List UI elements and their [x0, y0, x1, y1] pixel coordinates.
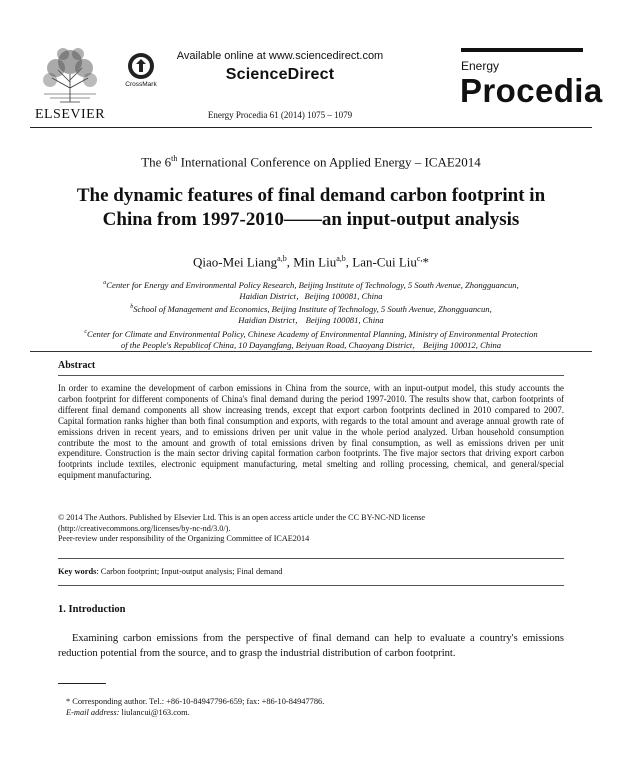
keywords-label: Key words	[58, 567, 97, 576]
title-line-1: The dynamic features of final demand carbon footprint in	[76, 185, 546, 206]
title-line-2: China from 1997-2010——an input-output analysis	[102, 209, 520, 230]
email-label: E-mail address:	[66, 708, 120, 717]
copyright-notice	[58, 513, 564, 545]
elsevier-wordmark: ELSEVIER	[34, 107, 106, 122]
copyright-line: © 2014 The Authors. Published by Elsevier Ltd. This is an open access article under the CC BY-NC-ND license	[58, 513, 426, 522]
keywords-divider	[58, 558, 564, 559]
author-name: Qiao-Mei Liang	[193, 254, 278, 270]
keywords	[58, 567, 564, 576]
journal-logo-rule	[461, 48, 583, 52]
author-name: Lan-Cui Liu	[352, 254, 417, 270]
affiliation-a-line2: Haidian District，Beijing 100081, China	[239, 291, 383, 302]
section-heading-introduction: 1. Introduction	[58, 604, 126, 615]
journal-citation: Energy Procedia 61 (2014) 1075 – 1079	[207, 110, 353, 120]
email-address[interactable]: liulancui@163.com.	[119, 708, 190, 717]
crossmark-label: CrossMark	[125, 81, 157, 88]
license-link[interactable]: (http://creativecommons.org/licenses/by-nc-nd/3.0/).	[58, 523, 231, 533]
header-divider	[30, 127, 592, 128]
crossmark-icon[interactable]	[127, 52, 155, 80]
affiliation-b: $^b$School of Management and Economics, Beijing Institute of Technology, 5 South Avenue, Zhongguancun,	[130, 304, 492, 315]
conference-line: The 6th International Conference on Applied Energy – ICAE2014	[141, 154, 481, 170]
keywords-bottom-divider	[58, 585, 564, 586]
footnote-divider	[58, 683, 106, 684]
available-online-text: Available online at www.sciencedirect.com	[176, 50, 384, 62]
affiliations	[40, 278, 582, 351]
corresponding-author-note: * Corresponding author. Tel.: +86-10-84947796-659; fax: +86-10-84947786.	[66, 697, 325, 706]
affiliation-c-line2: of the People's Republicof China, 10 Dayangfang, Beiyuan Road, Chaoyang District， Beijing 100012, China	[120, 339, 502, 350]
abstract-divider	[58, 375, 564, 376]
author-name: Min Liu	[293, 254, 337, 270]
peer-review-line: Peer-review under responsibility of the Organizing Committee of ICAE2014	[58, 534, 310, 543]
elsevier-tree-logo	[30, 44, 110, 104]
abstract-body: In order to examine the development of carbon emissions in China from the source, with an input-output model, this study accounts the carbon footprint for different components of China's final demand during the period 1997-2010. The results show that, carbon footprints of different final demand components all show increasing trends, except that export carbon footprints declined in 2010 compared to 2007. Capital formation ranks higher than both final consumption and exports, with regards to the total amount and average annual growth rate of emissions driven in recent years, and to emissions driven per unit value in the whole period analyzed. Urban household consumption contribute the most to the amount and growth of total emissions driven by final consumption, as well as emissions driven per unit expenditure. Construction is the main sector driving capital formation carbon footprints. The five major sectors that driving export carbon footprints include textiles, electronic equipment manufacturing, metal smelting and rolling processing, chemical, and general/special equipment manufacturing.	[58, 383, 564, 481]
abstract-heading: Abstract	[58, 360, 96, 371]
footnote	[66, 696, 556, 718]
corresponding-mark: *	[422, 254, 429, 270]
affiliation-a: $^a$Center for Energy and Environmental Policy Research, Beijing Institute of Technology, 5 South Avenue, Zhongguancun,	[103, 279, 519, 290]
affiliation-divider	[30, 351, 592, 352]
introduction-paragraph: Examining carbon emissions from the perspective of final demand can help to evaluate a country's emissions reduction potential from the source, and to grasp the industrial distribution of carbon footprint.	[58, 633, 564, 659]
author-list: Qiao-Mei Liang$^{a,b}$, Min Liu$^{a,b}$, Lan-Cui Liu$^{c,}$*	[193, 254, 429, 270]
journal-logo-procedia: Procedia	[460, 72, 603, 109]
email-line	[66, 707, 556, 718]
keywords-list: : Carbon footprint; Input-output analysis; Final demand	[96, 567, 283, 576]
affiliation-b-line2: Haidian District， Beijing 100081, China	[238, 315, 384, 326]
affiliation-c: $^c$Center for Climate and Environmental Policy, Chinese Academy of Environmental Planning, Ministry of Environmental Protection	[84, 328, 538, 339]
sciencedirect-logo: ScienceDirect	[225, 66, 335, 83]
paper-title	[40, 184, 582, 232]
journal-logo-energy: Energy	[461, 59, 500, 73]
